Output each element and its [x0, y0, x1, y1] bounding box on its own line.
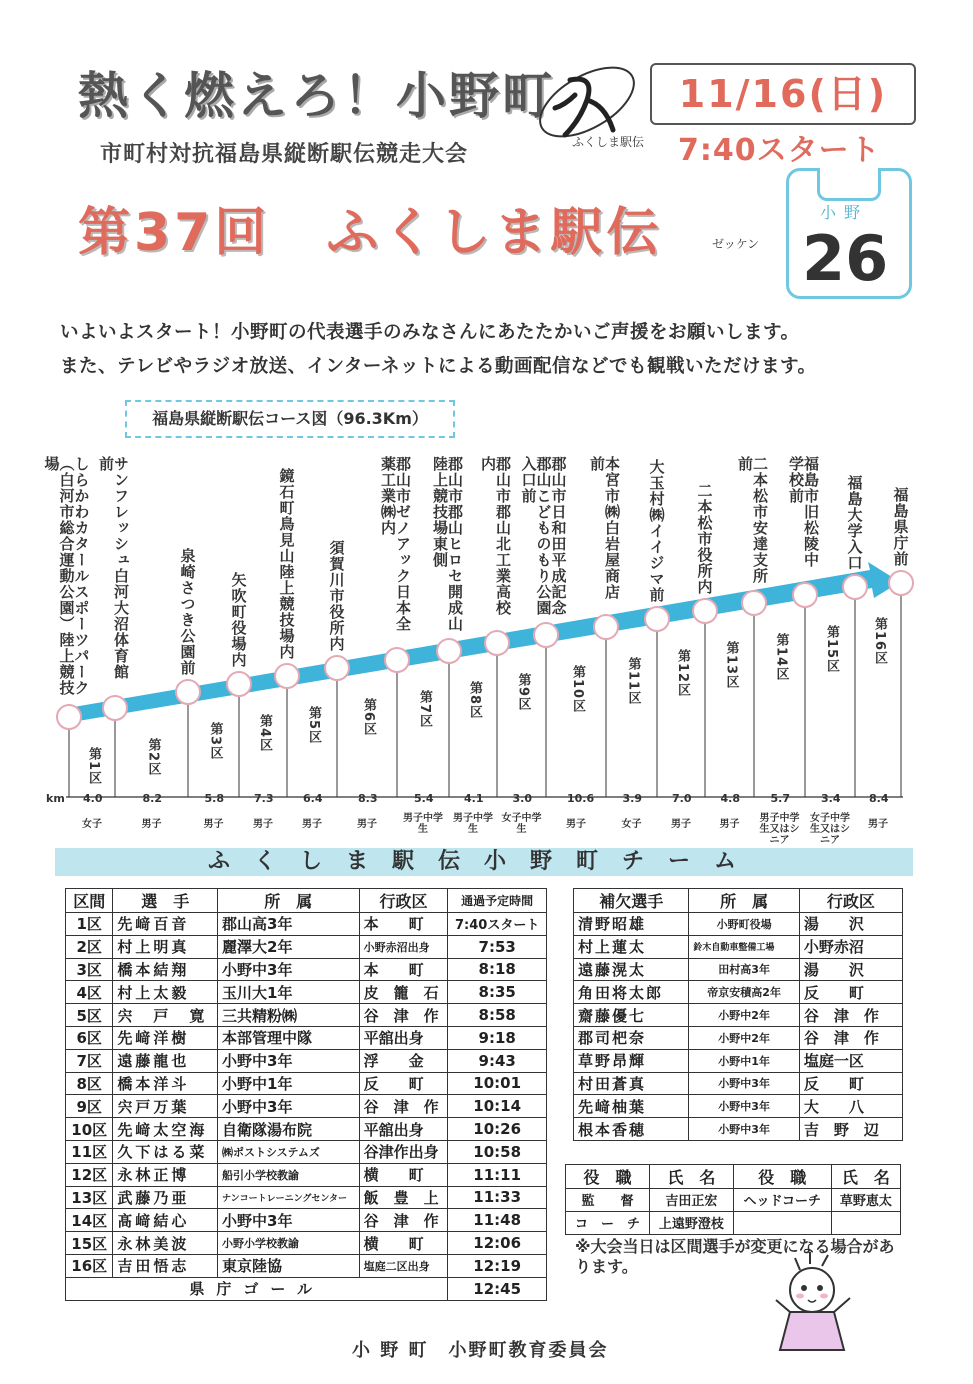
section-label: 第10区 [570, 665, 585, 714]
district-cell: 塩庭一区 [799, 1049, 902, 1072]
section-category: 女子 [82, 819, 102, 830]
col-runner: 選 手 [113, 889, 218, 913]
station-label: 郡山市郡山北工業高校内 [479, 456, 512, 616]
section-label: 第11区 [625, 657, 641, 706]
section-category: 男子 [719, 819, 740, 830]
district-cell: 小野赤沼出身 [359, 935, 448, 958]
runner-cell: 先﨑洋樹 [113, 1026, 218, 1049]
section-distance: 8.2 [142, 792, 162, 805]
zekken-label: ゼッケン [712, 237, 760, 251]
station-label: 鏡石町鳥見山陸上競技場内 [277, 468, 296, 660]
section-cell: 10区 [66, 1118, 113, 1141]
reserve-cell: 齋藤優七 [574, 1004, 689, 1027]
time-cell: 10:01 [448, 1072, 547, 1095]
goal-label: 県庁ゴール [66, 1277, 448, 1300]
runner-cell: 髙﨑結心 [113, 1209, 218, 1232]
station-label: しらかわカタールスポーツパーク（白河市総合運動公園）陸上競技場 [42, 456, 91, 696]
runner-cell: 久下はる菜 [113, 1140, 218, 1163]
section-cell: 5区 [66, 1004, 113, 1027]
affiliation-cell: 小野中3年 [218, 958, 360, 981]
district-cell: 本 町 [359, 958, 448, 981]
role-cell: ヘッドコーチ [733, 1189, 831, 1212]
table-row [66, 1186, 547, 1209]
district-cell: 本 町 [359, 913, 448, 936]
table-row [66, 1118, 547, 1141]
station-node [437, 639, 461, 663]
table-row [574, 1095, 903, 1118]
district-cell: 反 町 [359, 1072, 448, 1095]
affiliation-cell: 船引小学校教諭 [218, 1163, 360, 1186]
section-category: 男子 [566, 819, 586, 830]
col-affiliation: 所 属 [689, 889, 799, 913]
section-distance: 6.4 [303, 792, 323, 805]
section-category: 女子中学生又はシニア [810, 813, 850, 846]
time-cell: 12:06 [448, 1232, 547, 1255]
station-node [227, 672, 251, 696]
affiliation-cell: 小野中3年 [689, 1072, 799, 1095]
event-date: 11/16(日) [650, 63, 916, 125]
intro-line-1: いよいよスタート！小野町の代表選手のみなさんにあたたかいご声援をお願いします。 [60, 322, 800, 343]
affiliation-cell: 本部管理中隊 [218, 1026, 360, 1049]
note: ※大会当日は区間選手が変更になる場合があります。 [575, 1237, 895, 1276]
section-cell: 7区 [66, 1049, 113, 1072]
section-label: 第16区 [872, 617, 887, 666]
district-cell: 吉 野 辺 [799, 1118, 902, 1141]
reserves-table [573, 888, 903, 1141]
station-label: 郡山市日和田平成記念郡山こどものもり公園入口前 [519, 456, 568, 616]
station-node [534, 623, 558, 647]
table-row [566, 1211, 901, 1234]
name-cell [831, 1211, 900, 1234]
station-node [325, 656, 349, 680]
runner-cell: 吉田悟志 [113, 1254, 218, 1277]
station-label: 福島県庁前 [891, 487, 910, 567]
affiliation-cell: 小野町役場 [689, 913, 799, 936]
section-label: 第3区 [207, 722, 223, 761]
affiliation-cell: 小野中3年 [689, 1118, 799, 1141]
station-label: 本宮市㈱白岩屋商店前 [588, 456, 621, 600]
affiliation-cell: 東京陸協 [218, 1254, 360, 1277]
course-title: 福島県縦断駅伝コース図（96.3Km） [125, 400, 455, 438]
station-label: 矢吹町役場内 [229, 572, 248, 668]
section-category: 男子中学生又はシニア [759, 813, 800, 846]
station-node [693, 599, 717, 623]
col-district: 行政区 [799, 889, 902, 913]
section-distance: 4.0 [83, 792, 103, 805]
district-cell: 反 町 [799, 1072, 902, 1095]
station-label: 二本松市役所内 [695, 483, 714, 595]
district-cell: 小野赤沼 [799, 935, 902, 958]
section-cell: 2区 [66, 935, 113, 958]
section-cell: 6区 [66, 1026, 113, 1049]
station-node [57, 705, 81, 729]
col-role-2: 役 職 [733, 1165, 831, 1189]
station-node [594, 615, 618, 639]
district-cell: 塩庭二区出身 [359, 1254, 448, 1277]
table-row [574, 981, 903, 1004]
runner-cell: 宍戸万葉 [113, 1095, 218, 1118]
district-cell: 平舘出身 [359, 1118, 448, 1141]
section-category: 男子 [203, 819, 224, 830]
section-cell: 4区 [66, 981, 113, 1004]
affiliation-cell: 小野中1年 [689, 1049, 799, 1072]
col-reserve: 補欠選手 [574, 889, 689, 913]
table-row [66, 1209, 547, 1232]
goal-row [66, 1277, 547, 1300]
section-distance: 10.6 [567, 792, 595, 805]
section-label: 第4区 [257, 714, 272, 753]
affiliation-cell: 田村高3年 [689, 958, 799, 981]
station-label: 二本松市安達支所前 [736, 456, 769, 584]
section-label: 第1区 [86, 747, 101, 786]
section-cell: 15区 [66, 1232, 113, 1255]
col-section: 区間 [66, 889, 113, 913]
station-label: 郡山市ゼノアック日本全薬工業㈱内 [379, 456, 412, 632]
km-label: km [46, 792, 65, 805]
time-cell: 12:19 [448, 1254, 547, 1277]
name-cell: 上遠野澄枝 [649, 1211, 733, 1234]
role-cell [733, 1211, 831, 1234]
section-cell: 14区 [66, 1209, 113, 1232]
section-category: 男子中学生 [453, 813, 493, 835]
time-cell: 8:58 [448, 1004, 547, 1027]
affiliation-cell: 帝京安積高2年 [689, 981, 799, 1004]
table-row [66, 958, 547, 981]
affiliation-cell: 小野中3年 [218, 1095, 360, 1118]
section-label: 第9区 [515, 673, 531, 712]
goal-time: 12:45 [448, 1277, 547, 1300]
affiliation-cell: 小野小学校教諭 [218, 1232, 360, 1255]
col-time: 通過予定時間 [448, 889, 547, 913]
section-label: 第7区 [417, 690, 432, 729]
time-cell: 9:18 [448, 1026, 547, 1049]
table-row [66, 1163, 547, 1186]
table-row [66, 1095, 547, 1118]
runner-cell: 橋本結翔 [113, 958, 218, 981]
affiliation-cell: 郡山高3年 [218, 913, 360, 936]
affiliation-cell: 玉川大1年 [218, 981, 360, 1004]
section-distance: 4.8 [720, 792, 740, 805]
edition-title: 第37回 ふくしま駅伝 [78, 203, 663, 263]
table-row [66, 1004, 547, 1027]
time-cell: 11:11 [448, 1163, 547, 1186]
station-node [793, 583, 817, 607]
affiliation-cell: 小野中2年 [689, 1004, 799, 1027]
bib-town: 小野 [820, 203, 869, 222]
section-category: 男子 [141, 819, 162, 830]
section-label: 第15区 [824, 625, 839, 674]
section-cell: 8区 [66, 1072, 113, 1095]
table-row [66, 1232, 547, 1255]
district-cell: 谷 津 作 [359, 1209, 448, 1232]
section-distance: 7.3 [254, 792, 274, 805]
district-cell: 大 八 [799, 1095, 902, 1118]
section-category: 男子 [302, 819, 322, 830]
runner-cell: 遠藤龍也 [113, 1049, 218, 1072]
section-distance: 8.3 [358, 792, 378, 805]
table-row [66, 1026, 547, 1049]
table-row [66, 1254, 547, 1277]
reserve-cell: 村田蒼真 [574, 1072, 689, 1095]
section-label: 第8区 [467, 681, 482, 720]
mascot-icon [770, 1250, 860, 1360]
section-cell: 11区 [66, 1140, 113, 1163]
station-node [742, 591, 766, 615]
station-node [645, 607, 669, 631]
section-distance: 5.4 [414, 792, 434, 805]
section-label: 第13区 [723, 641, 739, 690]
table-row [574, 1118, 903, 1141]
section-distance: 7.0 [672, 792, 692, 805]
station-label: 福島市旧松陵中学校前 [787, 456, 820, 568]
affiliation-cell: 小野中3年 [689, 1095, 799, 1118]
col-name: 氏 名 [649, 1165, 733, 1189]
time-cell: 8:35 [448, 981, 547, 1004]
section-category: 女子 [621, 819, 642, 830]
time-cell: 7:40スタート [448, 913, 547, 936]
affiliation-cell: 麗澤大2年 [218, 935, 360, 958]
reserve-cell: 郡司杷奈 [574, 1026, 689, 1049]
affiliation-cell: 小野中2年 [689, 1026, 799, 1049]
role-cell: コ ー チ [566, 1211, 650, 1234]
district-cell: 湯 沢 [799, 958, 902, 981]
district-cell: 横 町 [359, 1232, 448, 1255]
table-row [66, 935, 547, 958]
affiliation-cell: 三共精粉㈱ [218, 1004, 360, 1027]
section-distance: 8.4 [869, 792, 889, 805]
section-cell: 13区 [66, 1186, 113, 1209]
staff-table [565, 1164, 901, 1235]
runner-cell: 橋本洋斗 [113, 1072, 218, 1095]
affiliation-cell: 小野中3年 [218, 1209, 360, 1232]
district-cell: 谷 津 作 [799, 1004, 902, 1027]
affiliation-cell: 鈴木自動車整備工場 [689, 935, 799, 958]
time-cell: 9:43 [448, 1049, 547, 1072]
district-cell: 平舘出身 [359, 1026, 448, 1049]
section-cell: 12区 [66, 1163, 113, 1186]
district-cell: 反 町 [799, 981, 902, 1004]
section-category: 女子中学生 [501, 813, 542, 835]
bib-number: 26 [802, 222, 889, 295]
reserve-cell: 先﨑柚葉 [574, 1095, 689, 1118]
section-distance: 5.7 [770, 792, 790, 805]
runners-table [65, 888, 547, 1301]
section-category: 男子 [253, 819, 273, 830]
station-node [385, 648, 409, 672]
affiliation-cell: ナンコートレーニングセンター [218, 1186, 360, 1209]
section-distance: 4.1 [464, 792, 484, 805]
reserve-cell: 角田将太郎 [574, 981, 689, 1004]
col-name-2: 氏 名 [831, 1165, 900, 1189]
section-category: 男子中学生 [403, 813, 443, 835]
table-row [66, 1072, 547, 1095]
section-distance: 3.0 [512, 792, 532, 805]
table-row [574, 935, 903, 958]
section-label: 第6区 [361, 698, 376, 737]
district-cell: 谷 津 作 [359, 1004, 448, 1027]
station-label: 福島大学入口 [845, 475, 864, 571]
runner-cell: 先﨑太空海 [113, 1118, 218, 1141]
station-node [176, 680, 200, 704]
table-row [66, 981, 547, 1004]
affiliation-cell: 自衛隊湯布院 [218, 1118, 360, 1141]
district-cell: 谷 津 作 [799, 1026, 902, 1049]
section-cell: 3区 [66, 958, 113, 981]
section-cell: 1区 [66, 913, 113, 936]
start-time: 7:40スタート [678, 133, 881, 168]
col-role: 役 職 [566, 1165, 650, 1189]
table-row [574, 913, 903, 936]
station-node [275, 664, 299, 688]
district-cell: 横 町 [359, 1163, 448, 1186]
section-distance: 3.9 [622, 792, 642, 805]
table-row [574, 958, 903, 981]
time-cell: 10:26 [448, 1118, 547, 1141]
table-row [66, 1049, 547, 1072]
section-category: 男子 [357, 819, 377, 830]
section-category: 男子 [671, 819, 691, 830]
name-cell: 吉田正宏 [649, 1189, 733, 1212]
sub-title: 市町村対抗福島県縦断駅伝競走大会 [100, 142, 469, 167]
affiliation-cell: 小野中1年 [218, 1072, 360, 1095]
section-distance: 3.4 [821, 792, 841, 805]
district-cell: 皮 籠 石 [359, 981, 448, 1004]
station-node [103, 696, 127, 720]
table-row [66, 913, 547, 936]
station-node [485, 631, 509, 655]
table-row [574, 1026, 903, 1049]
table-row [566, 1189, 901, 1212]
station-label: サンフレッシュ白河大沼体育館前 [97, 456, 130, 680]
section-label: 第5区 [306, 706, 321, 745]
runner-cell: 村上太毅 [113, 981, 218, 1004]
section-category: 男子 [868, 819, 888, 830]
section-cell: 16区 [66, 1254, 113, 1277]
time-cell: 7:53 [448, 935, 547, 958]
role-cell: 監 督 [566, 1189, 650, 1212]
station-label: 大玉村㈱イイジマ前 [647, 459, 666, 603]
runner-cell: 宍 戸 寛 [113, 1004, 218, 1027]
district-cell: 谷津作出身 [359, 1140, 448, 1163]
station-label: 泉崎さつき公園前 [178, 548, 197, 676]
reserve-cell: 村上蓮太 [574, 935, 689, 958]
reserve-cell: 草野昂輝 [574, 1049, 689, 1072]
time-cell: 10:14 [448, 1095, 547, 1118]
col-district: 行政区 [359, 889, 448, 913]
section-label: 第2区 [145, 738, 161, 777]
district-cell: 浮 金 [359, 1049, 448, 1072]
team-banner: ふくしま駅伝小野町チーム [55, 848, 913, 876]
col-affiliation: 所 属 [218, 889, 360, 913]
affiliation-cell: 小野中3年 [218, 1049, 360, 1072]
runner-cell: 武藤乃亜 [113, 1186, 218, 1209]
reserve-cell: 清野昭雄 [574, 913, 689, 936]
time-cell: 11:48 [448, 1209, 547, 1232]
runner-cell: 永林正博 [113, 1163, 218, 1186]
section-cell: 9区 [66, 1095, 113, 1118]
station-node [843, 575, 867, 599]
time-cell: 8:18 [448, 958, 547, 981]
district-cell: 谷 津 作 [359, 1095, 448, 1118]
station-label: 須賀川市役所内 [327, 540, 346, 652]
table-row [66, 1140, 547, 1163]
affiliation-cell: ㈱ポストシステムズ [218, 1140, 360, 1163]
section-label: 第14区 [773, 633, 789, 682]
reserve-cell: 遠藤滉太 [574, 958, 689, 981]
logo-text: ふくしま駅伝 [572, 135, 645, 149]
table-row [574, 1072, 903, 1095]
district-cell: 飯 豊 上 [359, 1186, 448, 1209]
runner-cell: 先﨑百音 [113, 913, 218, 936]
station-node [889, 571, 913, 595]
main-title: 熱く燃えろ！小野町 [78, 67, 555, 125]
time-cell: 11:33 [448, 1186, 547, 1209]
name-cell: 草野恵太 [831, 1189, 900, 1212]
reserve-cell: 根本香穂 [574, 1118, 689, 1141]
section-distance: 5.8 [204, 792, 224, 805]
district-cell: 湯 沢 [799, 913, 902, 936]
table-row [574, 1049, 903, 1072]
footer: 小 野 町 小野町教育委員会 [352, 1340, 609, 1361]
runner-cell: 村上明真 [113, 935, 218, 958]
time-cell: 10:58 [448, 1140, 547, 1163]
section-label: 第12区 [675, 649, 690, 698]
table-row [574, 1004, 903, 1027]
station-label: 郡山市郡山ヒロセ開成山陸上競技場東側 [431, 456, 464, 632]
runner-cell: 永林美波 [113, 1232, 218, 1255]
intro-line-2: また、テレビやラジオ放送、インターネットによる動画配信などでも観戦いただけます。 [60, 356, 817, 377]
